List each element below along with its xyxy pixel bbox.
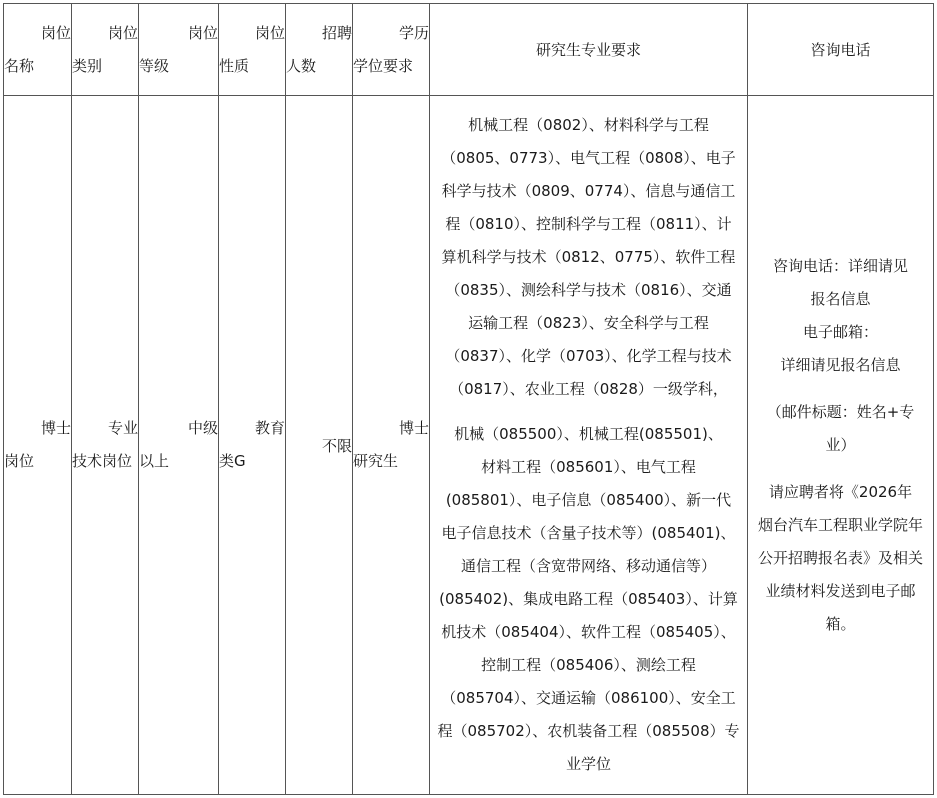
major-text-line: (085402)、集成电路工程（085403）、计算 xyxy=(439,590,738,608)
contact-text-line: 业绩材料发送到电子邮 xyxy=(765,581,916,600)
major-text-line: (085801）、电子信息（085400）、新一代 xyxy=(445,491,732,509)
header-row xyxy=(4,4,934,96)
major-text-line: （0805、0773）、电气工程（0808）、电子 xyxy=(441,149,736,167)
contact-text-line: 报名信息 xyxy=(810,289,871,308)
cell-degree-requirement: 博士 研究生 xyxy=(353,96,430,795)
major-professional-list xyxy=(430,418,747,781)
major-text-line: 科学与技术（0809、0774）、信息与通信工 xyxy=(441,182,736,200)
major-academic-list xyxy=(430,109,747,406)
header-degree-requirement: 学历 学位要求 xyxy=(353,4,430,96)
contact-text-line: 咨询电话：详细请见 xyxy=(772,256,908,275)
contact-text-line: （邮件标题：姓名+专 xyxy=(766,402,915,421)
major-text-line: 材料工程（085601）、电气工程 xyxy=(481,458,696,476)
header-hiring-count: 招聘 人数 xyxy=(286,4,353,96)
contact-text-line: 公开招聘报名表》及相关 xyxy=(757,548,923,567)
cell-contact xyxy=(748,96,934,795)
header-position-nature: 岗位 性质 xyxy=(219,4,286,96)
cell-position-level: 中级 以上 xyxy=(139,96,219,795)
table-row xyxy=(4,96,934,795)
recruitment-table xyxy=(3,3,934,795)
cell-major-requirement xyxy=(430,96,748,795)
major-text-line: 程（085702）、农机装备工程（085508）专 xyxy=(437,722,740,740)
major-text-line: 程（0810）、控制科学与工程（0811）、计 xyxy=(445,215,732,233)
cell-position-name: 博士 岗位 xyxy=(4,96,72,795)
major-text-line: 通信工程（含宽带网络、移动通信等） xyxy=(460,557,716,575)
header-contact: 咨询电话 xyxy=(748,4,934,96)
contact-text-line: 请应聘者将《2026年 xyxy=(768,482,913,501)
cell-position-category: 专业 技术岗位 xyxy=(72,96,139,795)
contact-text-line: 电子邮箱： xyxy=(802,322,878,341)
cell-hiring-count: 不限 xyxy=(286,96,353,795)
cell-position-nature: 教育 类G xyxy=(219,96,286,795)
major-text-line: 运输工程（0823）、安全科学与工程 xyxy=(468,314,709,332)
contact-info xyxy=(748,250,933,382)
major-text-line: （0837）、化学（0703）、化学工程与技术 xyxy=(445,347,732,365)
major-text-line: 机械工程（0802）、材料科学与工程 xyxy=(468,116,709,134)
major-text-line: 电子信息技术（含量子技术等）(085401)、 xyxy=(441,524,736,542)
contact-text-line: 业） xyxy=(825,435,856,454)
header-major-requirement: 研究生专业要求 xyxy=(430,4,748,96)
major-text-line: 算机科学与技术（0812、0775）、软件工程 xyxy=(441,248,736,266)
header-position-level: 岗位 等级 xyxy=(139,4,219,96)
email-subject-note xyxy=(748,396,933,462)
header-position-name: 岗位 名称 xyxy=(4,4,72,96)
major-text-line: （085704）、交通运输（086100）、安全工 xyxy=(441,689,736,707)
application-instructions xyxy=(748,476,933,641)
major-text-line: 业学位 xyxy=(565,755,611,773)
major-text-line: （0835）、测绘科学与技术（0816）、交通 xyxy=(445,281,732,299)
contact-text-line: 详细请见报名信息 xyxy=(780,355,901,374)
contact-text-line: 烟台汽车工程职业学院年 xyxy=(757,515,923,534)
contact-text-line: 箱。 xyxy=(825,614,856,633)
header-position-category: 岗位 类别 xyxy=(72,4,139,96)
major-text-line: 机械（085500）、机械工程(085501)、 xyxy=(454,425,723,443)
major-text-line: 机技术（085404）、软件工程（085405）、 xyxy=(441,623,736,641)
major-text-line: （0817）、农业工程（0828）一级学科， xyxy=(449,380,728,398)
major-text-line: 控制工程（085406）、测绘工程 xyxy=(481,656,696,674)
